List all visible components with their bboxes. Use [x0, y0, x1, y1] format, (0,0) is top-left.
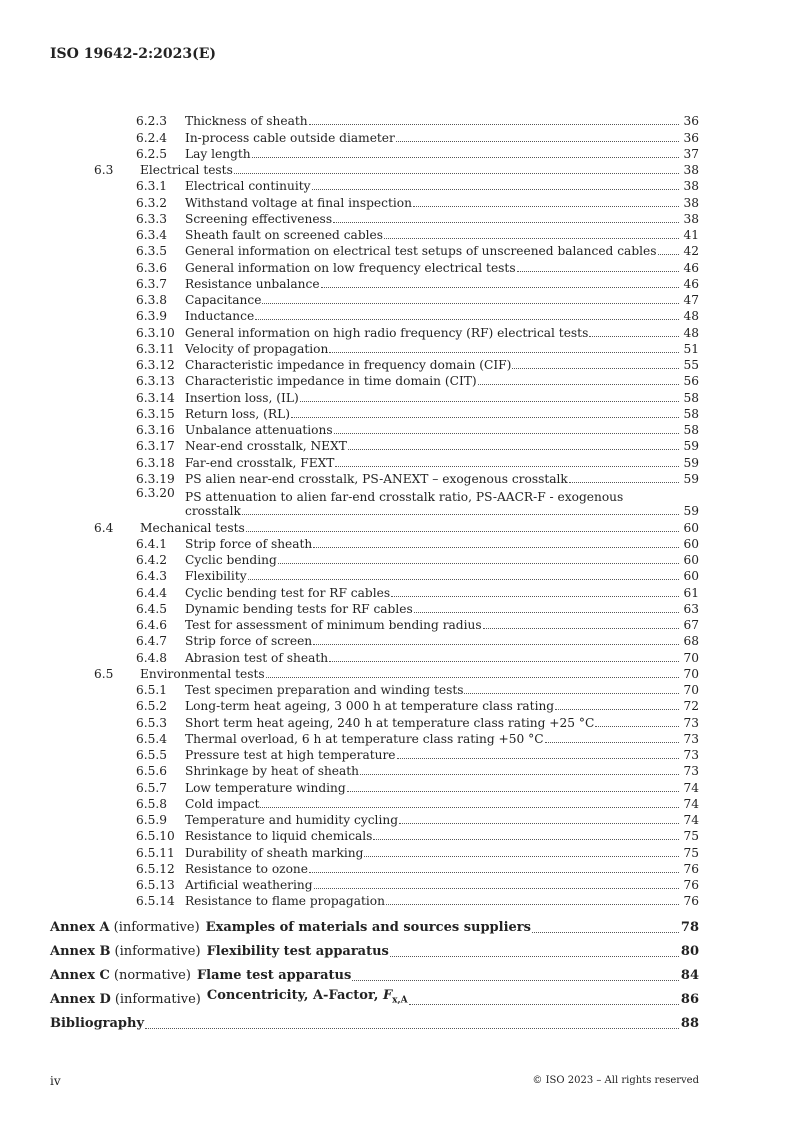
- dot-leader: [348, 449, 679, 450]
- toc-entry-title: Inductance: [185, 309, 255, 324]
- toc-entry-page: 55: [683, 358, 699, 372]
- toc-entry[interactable]: [50, 860, 699, 876]
- toc-entry-title: Resistance to flame propagation: [185, 894, 385, 909]
- dot-leader: [246, 531, 679, 532]
- dot-leader: [321, 287, 679, 288]
- toc-entry-title: Artificial weathering: [185, 878, 313, 892]
- toc-entry-number: 6.4.8: [136, 650, 168, 665]
- toc-entry-number: 6.4.7: [136, 634, 168, 649]
- toc-entry[interactable]: [50, 307, 699, 323]
- toc-entry-number: 6.3.19: [136, 471, 175, 486]
- toc-entry-title: Near-end crosstalk, NEXT: [185, 439, 347, 454]
- toc-entry-page: 42: [683, 244, 699, 259]
- toc-entry-page: 38: [683, 179, 699, 194]
- toc-entry[interactable]: [50, 551, 699, 567]
- toc-entry[interactable]: [50, 210, 699, 226]
- page-number: iv: [50, 1074, 61, 1088]
- toc-entry-number: 6.4.4: [136, 585, 168, 600]
- toc-entry-title: Insertion loss, (IL): [185, 390, 299, 405]
- toc-entry[interactable]: [50, 486, 699, 519]
- dot-leader: [391, 596, 679, 597]
- toc-entry-number: 6.3.8: [136, 293, 168, 307]
- annex-label: Annex A: [50, 920, 110, 936]
- dot-leader: [386, 904, 679, 905]
- toc-section-list: [50, 112, 699, 486]
- toc-entry-title: Strip force of sheath: [185, 536, 313, 551]
- toc-entry[interactable]: [50, 762, 699, 778]
- toc-entry[interactable]: [50, 258, 699, 274]
- dot-leader: [329, 661, 679, 662]
- toc-entry-page: 73: [683, 748, 699, 762]
- annex-page: 84: [680, 968, 699, 984]
- toc-entry-number: 6.3.20: [136, 485, 175, 500]
- dot-leader: [314, 888, 679, 889]
- toc-entry-title: Thickness of sheath: [185, 114, 308, 129]
- toc-entry-number: 6.3.17: [136, 439, 175, 454]
- annex-title: Flame test apparatus: [196, 968, 352, 984]
- dot-leader: [335, 466, 679, 467]
- dot-leader: [291, 417, 679, 418]
- toc-entry[interactable]: [50, 177, 699, 193]
- toc-entry-title: Characteristic impedance in frequency domain (CIF): [185, 358, 512, 372]
- toc-entry-number: 6.5.11: [136, 845, 175, 860]
- toc-entry[interactable]: [50, 275, 699, 291]
- toc-entry-number: 6.4.5: [136, 601, 168, 616]
- toc-entry-page: 48: [683, 309, 699, 324]
- dot-leader: [384, 238, 679, 239]
- annex-title-subscript: x,A: [392, 995, 408, 1006]
- toc-entry-title: Electrical tests: [140, 163, 233, 177]
- dot-leader: [266, 677, 679, 678]
- toc-entry-title: Sheath fault on screened cables: [185, 228, 383, 242]
- toc-entry-page: 59: [683, 439, 699, 454]
- toc-entry-number: 6.3.14: [136, 390, 175, 405]
- toc-entry-title: Cyclic bending test for RF cables: [185, 585, 391, 600]
- toc-entry[interactable]: [50, 242, 699, 258]
- toc-entry-title: PS attenuation to alien far-end crosstalk ratio, PS-AACR-F - exogenous: [185, 490, 624, 505]
- toc-entry-title: Resistance unbalance: [185, 276, 320, 291]
- toc-entry-number: 6.4: [94, 520, 114, 535]
- toc-entry-title: Low temperature winding: [185, 780, 346, 795]
- annex-label: Annex D: [50, 992, 111, 1008]
- toc-entry[interactable]: [50, 746, 699, 762]
- toc-entry[interactable]: [50, 811, 699, 827]
- toc-entry[interactable]: [50, 665, 699, 681]
- toc-entry-title: Pressure test at high temperature: [185, 748, 396, 762]
- toc-entry-number: 6.3.7: [136, 276, 168, 291]
- toc-entry[interactable]: [50, 226, 699, 242]
- dot-leader: [313, 644, 679, 645]
- toc-entry[interactable]: [50, 388, 699, 404]
- toc-entry-title: Resistance to ozone: [185, 861, 308, 876]
- copyright-notice: © ISO 2023 – All rights reserved: [532, 1075, 699, 1086]
- dot-leader: [373, 839, 679, 840]
- toc-entry-number: 6.3: [94, 163, 114, 177]
- toc-entry-page: 48: [683, 325, 699, 340]
- toc-entry-number: 6.3.15: [136, 406, 175, 421]
- toc-entry-title: Test specimen preparation and winding tests: [185, 683, 464, 697]
- toc-entry[interactable]: [50, 372, 699, 388]
- toc-entry-number: 6.3.3: [136, 211, 168, 226]
- toc-entry-number: 6.5.14: [136, 894, 175, 909]
- dot-leader: [255, 319, 679, 320]
- toc-entry-title: Screening effectiveness: [185, 211, 333, 226]
- toc-entry[interactable]: [50, 795, 699, 811]
- bibliography-page: 88: [680, 1016, 699, 1032]
- toc-entry-title: Flexibility: [185, 569, 247, 584]
- annex-type: (normative): [113, 968, 191, 984]
- toc-entry-page: 60: [683, 569, 699, 584]
- toc-entry-page: 73: [683, 764, 699, 779]
- dot-leader: [414, 612, 679, 613]
- toc-entry-page: 56: [683, 374, 699, 389]
- toc-entry-title: Characteristic impedance in time domain (CIT): [185, 374, 477, 389]
- bibliography-title: Bibliography: [50, 1016, 145, 1032]
- dot-leader: [329, 352, 679, 353]
- toc-entry-number: 6.5.1: [136, 683, 168, 697]
- toc-entry-page: 61: [683, 585, 699, 600]
- annex-title: [207, 988, 408, 1009]
- toc-entry[interactable]: [50, 535, 699, 551]
- toc-entry[interactable]: [50, 827, 699, 843]
- toc-entry-title: Far-end crosstalk, FEXT: [185, 455, 335, 470]
- toc-entry[interactable]: [50, 616, 699, 632]
- toc-entry-page: 76: [683, 878, 699, 892]
- dot-leader: [145, 1028, 679, 1029]
- dot-leader: [658, 254, 680, 255]
- dot-leader: [262, 303, 679, 304]
- dot-leader: [234, 173, 679, 174]
- toc-entry-page: 58: [683, 423, 699, 437]
- toc-entry-page: 72: [683, 699, 699, 714]
- annex-title: Examples of materials and sources suppliers: [205, 920, 531, 936]
- toc-entry-page: 41: [683, 228, 699, 242]
- dot-leader: [413, 206, 679, 207]
- dot-leader: [532, 932, 679, 933]
- toc-entry[interactable]: [50, 697, 699, 713]
- toc-entry-number: 6.4.2: [136, 553, 168, 567]
- toc-entry-page: 38: [683, 163, 699, 177]
- table-of-contents: [50, 112, 699, 1032]
- toc-entry-page: 74: [683, 780, 699, 795]
- dot-leader: [512, 368, 679, 369]
- toc-entry-title: PS alien near-end crosstalk, PS-ANEXT – exogenous crosstalk: [185, 471, 568, 486]
- annex-page: 80: [680, 944, 699, 960]
- toc-entry-title: Capacitance: [185, 293, 262, 307]
- toc-entry[interactable]: [50, 161, 699, 177]
- toc-entry-page: 59: [683, 455, 699, 470]
- annex-a-entry[interactable]: [50, 912, 699, 936]
- toc-entry-page: 38: [683, 195, 699, 210]
- annex-type: (informative): [114, 944, 201, 960]
- toc-entry[interactable]: [50, 730, 699, 746]
- dot-leader: [347, 791, 679, 792]
- bibliography-entry[interactable]: [50, 1008, 699, 1032]
- toc-entry[interactable]: [50, 470, 699, 486]
- toc-entry[interactable]: [50, 567, 699, 583]
- toc-entry-page: 47: [683, 293, 699, 307]
- dot-leader: [517, 271, 679, 272]
- toc-entry-page: 58: [683, 390, 699, 405]
- toc-entry-number: 6.5.12: [136, 861, 175, 876]
- toc-entry-number: 6.3.5: [136, 244, 168, 259]
- annex-type: (informative): [113, 920, 200, 936]
- toc-entry[interactable]: [50, 145, 699, 161]
- toc-entry-page: 51: [683, 341, 699, 356]
- toc-entry-page: 70: [683, 666, 699, 681]
- toc-entry[interactable]: [50, 193, 699, 209]
- toc-entry-page: 60: [683, 536, 699, 551]
- dot-leader: [252, 157, 679, 158]
- toc-entry-title: General information on electrical test setups of unscreened balanced cables: [185, 244, 657, 259]
- toc-entry-title: Long-term heat ageing, 3 000 h at temperature class rating: [185, 699, 555, 714]
- toc-entry-page: 70: [683, 683, 699, 697]
- toc-entry-page: 73: [683, 731, 699, 746]
- toc-entry[interactable]: [50, 405, 699, 421]
- toc-entry-title: Resistance to liquid chemicals: [185, 829, 373, 844]
- dot-leader: [309, 872, 679, 873]
- toc-entry-title: Electrical continuity: [185, 179, 311, 194]
- toc-entry-page: 68: [683, 634, 699, 649]
- toc-entry[interactable]: [50, 340, 699, 356]
- toc-entry-page: 73: [683, 715, 699, 730]
- toc-entry[interactable]: [50, 778, 699, 794]
- dot-leader: [589, 336, 679, 337]
- toc-section-list: [50, 518, 699, 908]
- toc-entry-page: 60: [683, 553, 699, 567]
- toc-entry-page: 74: [683, 796, 699, 811]
- toc-entry-title: Shrinkage by heat of sheath: [185, 764, 360, 779]
- toc-entry-title-continued: crosstalk: [185, 504, 241, 519]
- toc-entry-number: 6.3.16: [136, 423, 175, 437]
- toc-entry[interactable]: [50, 600, 699, 616]
- dot-leader: [364, 856, 679, 857]
- toc-entry[interactable]: [50, 681, 699, 697]
- toc-entry-page: 46: [683, 260, 699, 275]
- toc-entry-number: 6.3.12: [136, 358, 175, 372]
- dot-leader: [390, 956, 679, 957]
- dot-leader: [464, 693, 679, 694]
- toc-entry-number: 6.5.5: [136, 748, 168, 762]
- toc-entry-page: 74: [683, 813, 699, 827]
- dot-leader: [409, 1004, 679, 1005]
- toc-entry-number: 6.5.10: [136, 829, 175, 844]
- dot-leader: [478, 384, 679, 385]
- toc-entry-title: Withstand voltage at final inspection: [185, 195, 412, 210]
- toc-entry-number: 6.5.7: [136, 780, 168, 795]
- toc-entry-number: 6.2.5: [136, 146, 168, 161]
- toc-entry-number: 6.5.4: [136, 731, 168, 746]
- toc-entry-title: Environmental tests: [140, 666, 265, 681]
- toc-entry-number: 6.3.13: [136, 374, 175, 389]
- toc-entry-title: Dynamic bending tests for RF cables: [185, 601, 413, 616]
- annex-label: Annex C: [50, 968, 110, 984]
- toc-entry-page: 67: [683, 618, 699, 632]
- toc-entry-number: 6.3.11: [136, 341, 175, 356]
- toc-entry-number: 6.5: [94, 666, 114, 681]
- annex-type: (informative): [114, 992, 201, 1008]
- toc-entry[interactable]: [50, 632, 699, 648]
- toc-entry-page: 70: [683, 650, 699, 665]
- toc-entry-page: 75: [683, 829, 699, 844]
- dot-leader: [352, 980, 679, 981]
- toc-entry-title: Unbalance attenuations: [185, 423, 333, 437]
- toc-entry-number: 6.5.6: [136, 764, 168, 779]
- toc-entry-page: 59: [683, 504, 699, 519]
- toc-entry-page: 46: [683, 276, 699, 291]
- toc-entry-number: 6.4.1: [136, 536, 168, 551]
- annex-title-text: Concentricity, A-Factor,: [206, 987, 383, 1003]
- toc-entry-number: 6.3.2: [136, 195, 168, 210]
- annex-page: 78: [680, 920, 699, 936]
- dot-leader: [312, 189, 679, 190]
- toc-entry-title: Velocity of propagation: [185, 341, 329, 356]
- toc-entry[interactable]: [50, 843, 699, 859]
- toc-entry[interactable]: [50, 876, 699, 892]
- toc-entry-number: 6.2.3: [136, 114, 168, 129]
- toc-entry-page: 36: [683, 130, 699, 145]
- toc-entry-title: Cyclic bending: [185, 553, 277, 567]
- toc-entry-number: 6.5.8: [136, 796, 168, 811]
- dot-leader: [555, 709, 679, 710]
- toc-entry-number: 6.4.6: [136, 618, 168, 632]
- toc-entry-page: 59: [683, 471, 699, 486]
- dot-leader: [260, 807, 679, 808]
- toc-entry-number: 6.5.2: [136, 699, 168, 714]
- toc-entry-title: Durability of sheath marking: [185, 845, 364, 860]
- toc-entry[interactable]: [50, 453, 699, 469]
- toc-entry-title: In-process cable outside diameter: [185, 130, 395, 145]
- dot-leader: [483, 628, 679, 629]
- toc-entry[interactable]: [50, 421, 699, 437]
- toc-entry-number: 6.3.18: [136, 455, 175, 470]
- dot-leader: [313, 547, 679, 548]
- toc-entry-number: 6.5.13: [136, 878, 175, 892]
- dot-leader: [242, 514, 679, 515]
- annex-title: Flexibility test apparatus: [206, 944, 389, 960]
- toc-entry[interactable]: [50, 291, 699, 307]
- annex-d-entry[interactable]: [50, 984, 699, 1008]
- toc-entry[interactable]: [50, 112, 699, 128]
- toc-entry-page: 38: [683, 211, 699, 226]
- dot-leader: [396, 141, 679, 142]
- toc-entry[interactable]: [50, 128, 699, 144]
- toc-entry-title: Return loss, (RL): [185, 406, 290, 421]
- dot-leader: [545, 742, 679, 743]
- toc-entry-number: 6.2.4: [136, 130, 168, 145]
- toc-entry-title: Test for assessment of minimum bending radius: [185, 618, 482, 632]
- document-header: ISO 19642-2:2023(E): [50, 46, 217, 62]
- dot-leader: [333, 222, 679, 223]
- dot-leader: [360, 774, 679, 775]
- dot-leader: [397, 758, 679, 759]
- toc-entry-page: 63: [683, 601, 699, 616]
- toc-entry-title: Mechanical tests: [140, 520, 245, 535]
- toc-entry-number: 6.5.9: [136, 813, 168, 827]
- toc-entry-title: Lay length: [185, 146, 251, 161]
- dot-leader: [278, 563, 679, 564]
- dot-leader: [399, 823, 679, 824]
- toc-entry[interactable]: [50, 518, 699, 534]
- toc-entry-title: Strip force of screen: [185, 634, 313, 649]
- toc-entry-title: Thermal overload, 6 h at temperature class rating +50 °C: [185, 731, 544, 746]
- toc-entry-page: 76: [683, 894, 699, 909]
- toc-entry-number: 6.3.4: [136, 228, 168, 242]
- toc-entry-number: 6.3.6: [136, 260, 168, 275]
- toc-entry[interactable]: [50, 648, 699, 664]
- toc-entry-number: 6.4.3: [136, 569, 168, 584]
- annex-title-symbol: F: [382, 987, 393, 1003]
- toc-entry-page: 36: [683, 114, 699, 129]
- toc-entry-title: General information on low frequency electrical tests: [185, 260, 516, 275]
- toc-entry-page: 60: [683, 520, 699, 535]
- toc-entry[interactable]: [50, 356, 699, 372]
- toc-entry-number: 6.3.10: [136, 325, 175, 340]
- toc-entry-page: 75: [683, 845, 699, 860]
- toc-entry-page: 76: [683, 861, 699, 876]
- toc-entry-title: Temperature and humidity cycling: [185, 813, 399, 827]
- toc-entry-number: 6.3.9: [136, 309, 168, 324]
- annex-c-entry[interactable]: [50, 960, 699, 984]
- dot-leader: [569, 482, 679, 483]
- annex-page: 86: [680, 992, 699, 1008]
- annex-label: Annex B: [50, 944, 111, 960]
- toc-entry-title: Short term heat ageing, 240 h at temperature class rating +25 °C: [185, 715, 595, 730]
- dot-leader: [309, 124, 679, 125]
- toc-entry[interactable]: [50, 892, 699, 908]
- toc-entry-title: Abrasion test of sheath: [185, 650, 329, 665]
- dot-leader: [248, 579, 679, 580]
- toc-entry-page: 58: [683, 406, 699, 421]
- toc-entry[interactable]: [50, 323, 699, 339]
- toc-entry-number: 6.5.3: [136, 715, 168, 730]
- dot-leader: [334, 433, 679, 434]
- toc-entry-page: 37: [683, 146, 699, 161]
- annex-b-entry[interactable]: [50, 936, 699, 960]
- dot-leader: [595, 726, 679, 727]
- toc-entry[interactable]: [50, 713, 699, 729]
- dot-leader: [300, 401, 679, 402]
- toc-entry[interactable]: [50, 437, 699, 453]
- toc-entry-number: 6.3.1: [136, 179, 168, 194]
- toc-entry-title: General information on high radio frequency (RF) electrical tests: [185, 325, 589, 340]
- toc-entry[interactable]: [50, 583, 699, 599]
- toc-entry-title: Cold impact: [185, 796, 260, 811]
